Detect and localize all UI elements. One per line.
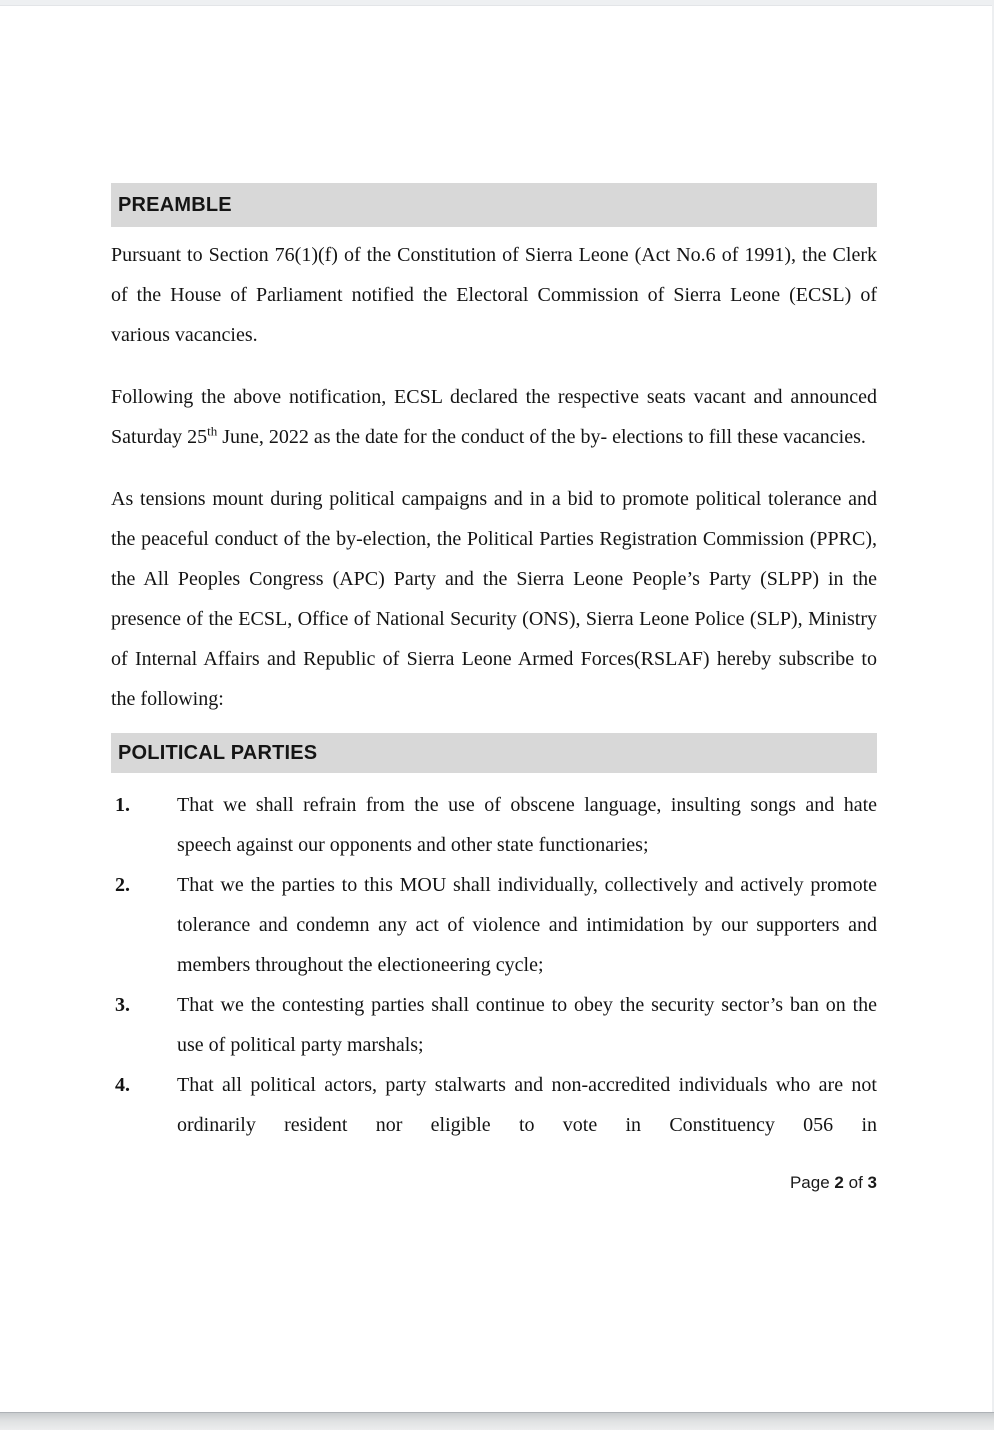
page-footer-of-label: of xyxy=(848,1173,863,1192)
page-footer-total-pages: 3 xyxy=(867,1173,877,1192)
page-footer-label: Page xyxy=(789,1173,830,1192)
list-item xyxy=(111,785,877,865)
paragraph-election-date-after: June, 2022 as the date for the conduct of the by- elections to fill these vacancies. xyxy=(217,426,866,448)
ordinal-superscript: th xyxy=(207,423,218,439)
list-item-number: 3. xyxy=(115,994,130,1016)
paragraph-election-date xyxy=(111,377,877,457)
list-item-number: 1. xyxy=(115,794,130,816)
list-item xyxy=(111,865,877,985)
page-bottom-edge xyxy=(0,1412,994,1430)
list-item-text: That we the parties to this MOU shall individually, collectively and actively promote tolerance and condemn any act of violence and intimidation by our supporters and members throughout the electioneering cycle; xyxy=(177,874,877,976)
list-item-number: 4. xyxy=(115,1074,130,1096)
paragraph-election-date-before: Following the above notification, ECSL declared the respective seats vacant and announced Saturday 25 xyxy=(111,386,877,448)
page-footer-current-page: 2 xyxy=(834,1173,844,1192)
section-heading-preamble-label: PREAMBLE xyxy=(118,193,232,216)
page-footer xyxy=(111,1173,877,1193)
paragraph-mou-subscription: As tensions mount during political campaigns and in a bid to promote political tolerance and the peaceful conduct of the by-election, the Political Parties Registration Commission (PPRC), the All Peoples Congress (APC) Party and the Sierra Leone People’s Party (SLPP) in the presence of the ECSL, Office of National Security (ONS), Sierra Leone Police (SLP), Ministry of Internal Affairs and Republic of Sierra Leone Armed Forces(RSLAF) hereby subscribe to the following: xyxy=(111,488,877,710)
list-item-number: 2. xyxy=(115,874,130,896)
section-heading-political-parties-label: POLITICAL PARTIES xyxy=(118,741,318,764)
list-item xyxy=(111,985,877,1065)
page-top-edge xyxy=(0,0,994,6)
paragraph-constitution-notice: Pursuant to Section 76(1)(f) of the Constitution of Sierra Leone (Act No.6 of 1991), the Clerk of the House of Parliament notified the Electoral Commission of Sierra Leone (ECSL) of various vacancies. xyxy=(111,244,877,346)
document-content xyxy=(111,183,877,1193)
list-item xyxy=(111,1065,877,1145)
section-heading-political-parties xyxy=(111,733,877,773)
section-heading-preamble xyxy=(111,183,877,227)
list-item-text: That we shall refrain from the use of obscene language, insulting songs and hate speech against our opponents and other state functionaries; xyxy=(177,794,877,856)
list-item-text: That we the contesting parties shall continue to obey the security sector’s ban on the use of political party marshals; xyxy=(177,994,877,1056)
commitments-list xyxy=(111,785,877,1145)
list-item-text: That all political actors, party stalwarts and non-accredited individuals who are not ordinarily resident nor eligible to vote in Constituency 056 in xyxy=(177,1074,877,1136)
